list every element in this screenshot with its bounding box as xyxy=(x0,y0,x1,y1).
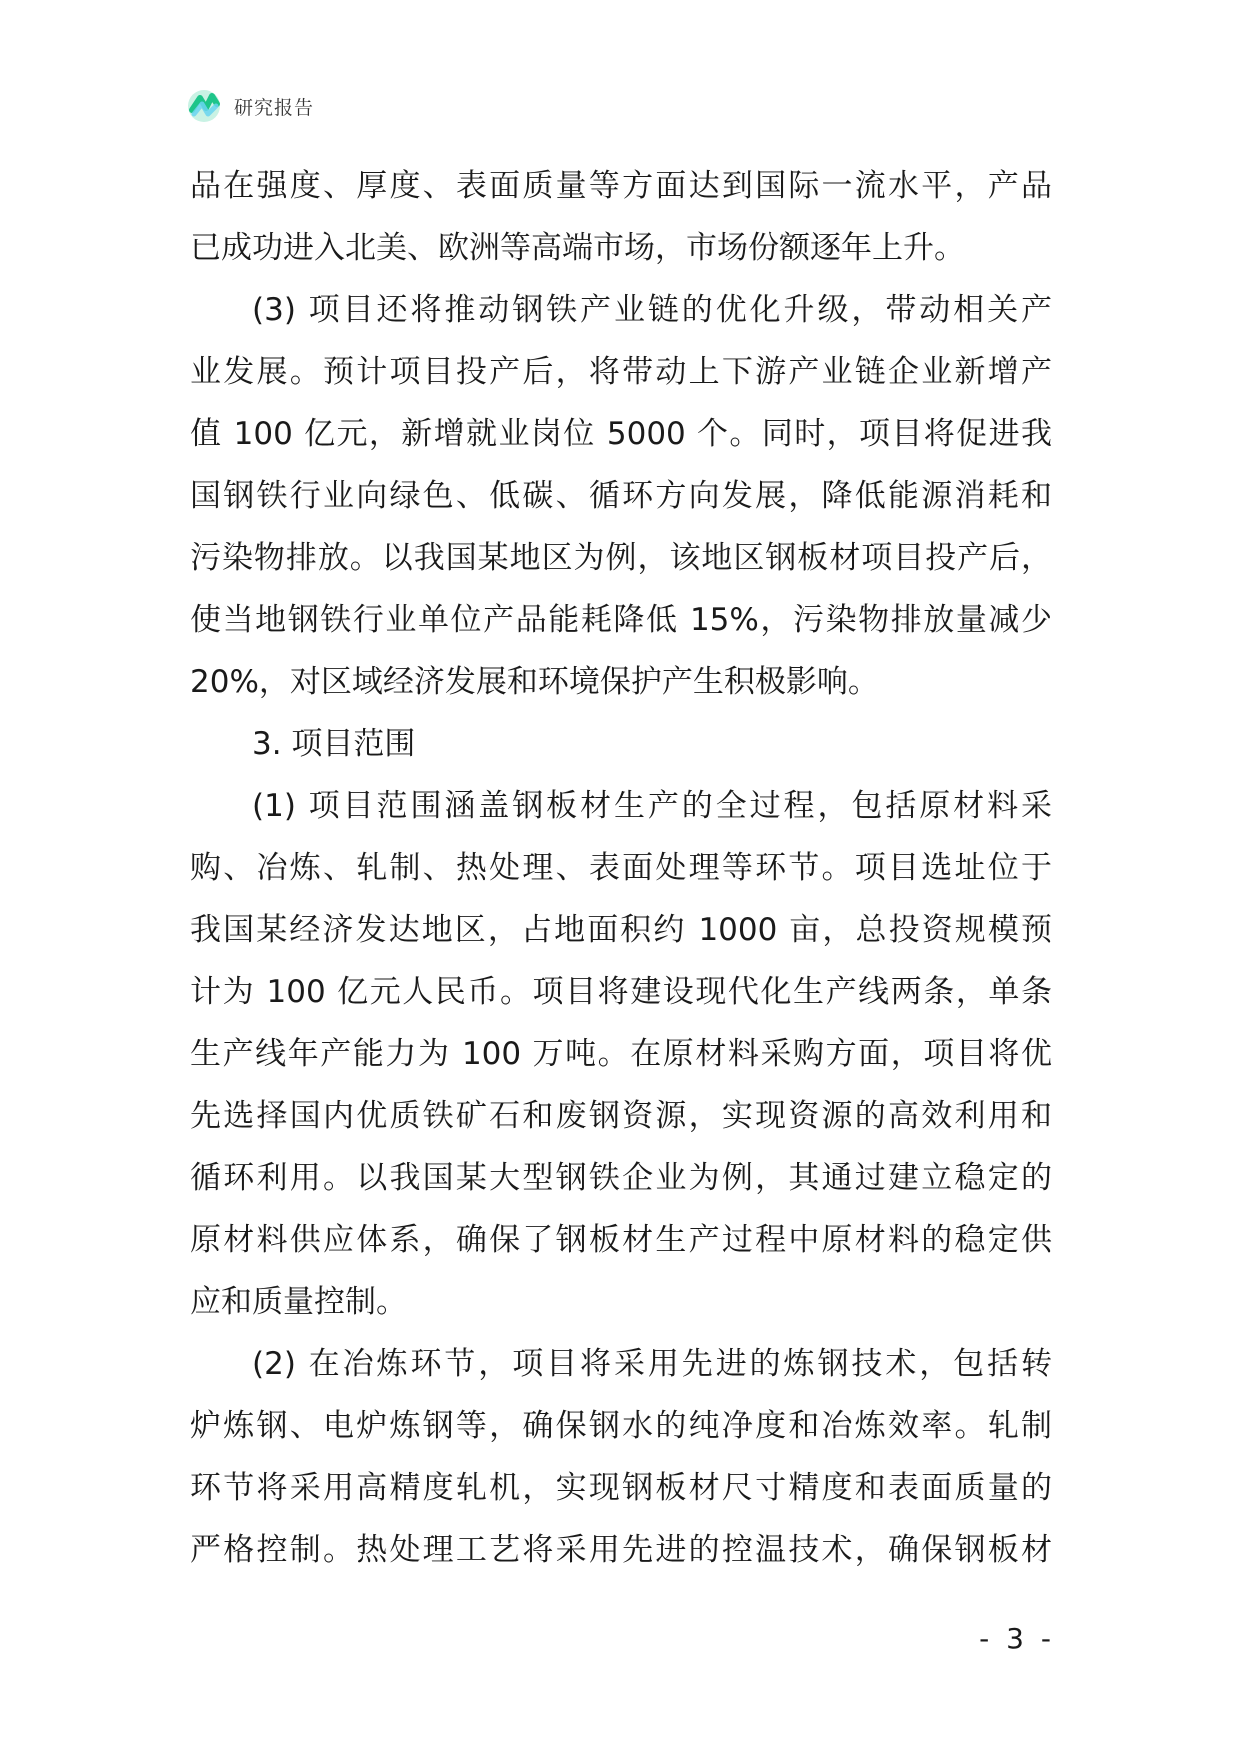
paragraph-line: 我国某经济发达地区，占地面积约 1000 亩，总投资规模预 xyxy=(190,912,1052,948)
document-body xyxy=(190,155,1052,1581)
paragraph-line: 计为 100 亿元人民币。项目将建设现代化生产线两条，单条 xyxy=(190,974,1052,1010)
paragraph-line: 购、冶炼、轧制、热处理、表面处理等环节。项目选址位于 xyxy=(190,850,1052,886)
paragraph-line: 已成功进入北美、欧洲等高端市场，市场份额逐年上升。 xyxy=(190,230,965,266)
paragraph-line: (2) 在冶炼环节，项目将采用先进的炼钢技术，包括转 xyxy=(252,1346,1052,1382)
paragraph-line: 20%，对区域经济发展和环境保护产生积极影响。 xyxy=(190,664,879,700)
paragraph-line: 使当地钢铁行业单位产品能耗降低 15%，污染物排放量减少 xyxy=(190,602,1052,638)
paragraph-line: 品在强度、厚度、表面质量等方面达到国际一流水平，产品 xyxy=(190,168,1052,204)
paragraph-line: 国钢铁行业向绿色、低碳、循环方向发展，降低能源消耗和 xyxy=(190,478,1052,514)
header-title: 研究报告 xyxy=(234,96,315,119)
section-heading: 3. 项目范围 xyxy=(252,726,416,762)
paragraph-line: 循环利用。以我国某大型钢铁企业为例，其通过建立稳定的 xyxy=(190,1160,1052,1196)
paragraph-line: 值 100 亿元，新增就业岗位 5000 个。同时，项目将促进我 xyxy=(190,416,1052,452)
paragraph-line: 业发展。预计项目投产后，将带动上下游产业链企业新增产 xyxy=(190,354,1052,390)
page-header xyxy=(186,86,314,126)
paragraph-line: 环节将采用高精度轧机，实现钢板材尺寸精度和表面质量的 xyxy=(190,1470,1052,1506)
paragraph-line: 生产线年产能力为 100 万吨。在原材料采购方面，项目将优 xyxy=(190,1036,1052,1072)
paragraph-line: 应和质量控制。 xyxy=(190,1284,407,1320)
paragraph-line: (1) 项目范围涵盖钢板材生产的全过程，包括原材料采 xyxy=(252,788,1052,824)
paragraph-line: (3) 项目还将推动钢铁产业链的优化升级，带动相关产 xyxy=(252,292,1052,328)
paragraph-line: 严格控制。热处理工艺将采用先进的控温技术，确保钢板材 xyxy=(190,1532,1052,1568)
paragraph-line: 原材料供应体系，确保了钢板材生产过程中原材料的稳定供 xyxy=(190,1222,1052,1258)
paragraph-line: 先选择国内优质铁矿石和废钢资源，实现资源的高效利用和 xyxy=(190,1098,1052,1134)
paragraph-line: 污染物排放。以我国某地区为例，该地区钢板材项目投产后， xyxy=(190,540,1052,576)
report-logo-icon xyxy=(186,88,222,124)
paragraph-line: 炉炼钢、电炉炼钢等，确保钢水的纯净度和冶炼效率。轧制 xyxy=(190,1408,1052,1444)
page-number: - 3 - xyxy=(979,1622,1055,1655)
